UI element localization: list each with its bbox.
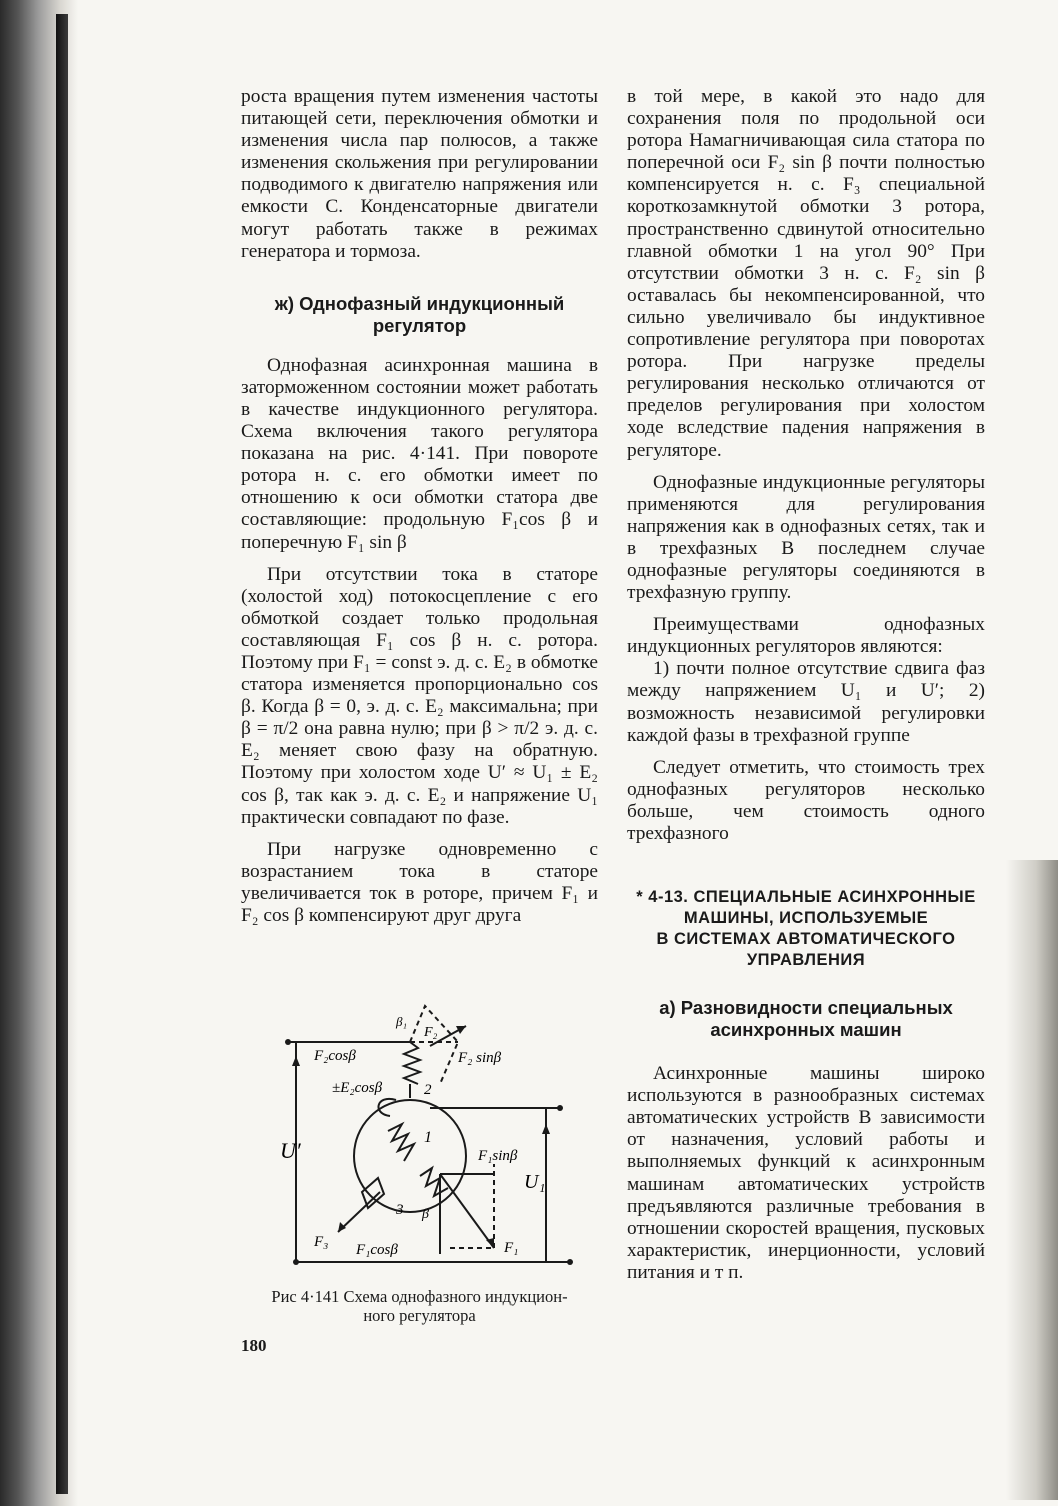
label-beta1: β₁ [396, 1014, 407, 1029]
paragraph: 1) почти полное отсутствие сдвига фаз между напряжением U₁ и U′; 2) возможность независимой регулировки каждой фазы в трехфазной группе [627, 658, 985, 746]
page-edge-shadow [1006, 860, 1058, 1500]
label-coil-1: 1 [424, 1129, 432, 1146]
label-f2sin: F₂ sinβ [458, 1050, 502, 1066]
label-u1: U₁ [524, 1171, 546, 1193]
figure-caption: Рис 4·141 Схема однофазного индукцион- ного регулятора [271, 1287, 568, 1325]
label-coil-2: 2 [424, 1082, 432, 1098]
section-heading: ж) Однофазный индукционный регулятор [274, 292, 565, 336]
page-number: 180 [241, 1336, 267, 1355]
paragraph: При нагрузке одновременно с возрастанием тока в статоре увеличивается ток в роторе, причем F₁ и F₂ cos β компенсируют друг друга [241, 838, 598, 926]
paragraph: Следует отметить, что стоимость трех однофазных регуляторов несколько больше, чем стоимость одного трехфазного [627, 756, 985, 844]
paragraph: Преимуществами однофазных индукционных регуляторов являются: [627, 614, 985, 658]
binding-edge [56, 14, 68, 1494]
label-e2cos: ±E₂cosβ [332, 1080, 383, 1096]
left-column [241, 86, 598, 927]
paragraph: роста вращения путем изменения частоты питающей сети, переключения обмотки и изменения числа пар полюсов, а также изменения скольжения при регулировании подводимого к двигателю напряжения или емкости C. Конденсаторные двигатели могут работать также в режимах генератора и тормоза. [241, 86, 598, 262]
paragraph: Однофазные индукционные регуляторы применяются для регулирования напряжения как в однофазных сетях, так и в трехфазных В последнем случае однофазные регуляторы соединяются в трехфазную группу. [627, 471, 985, 604]
label-beta: β [422, 1207, 429, 1222]
label-f2: F₂ [424, 1025, 438, 1040]
paragraph: Асинхронные машины широко используются в разнообразных системах автоматических устройств В зависимости от назначения, условий работы и выполняемых функций к асинхронным машинам автоматических устройств предъявляются различные требования в отношении скоростей вращения, пусковых характеристик, инерционности, условий питания и т п. [627, 1063, 985, 1283]
label-f1cos: F₁cosβ [356, 1242, 398, 1258]
label-f1sin: F₁sinβ [478, 1148, 518, 1164]
chapter-section-heading: * 4-13. СПЕЦИАЛЬНЫЕ АСИНХРОННЫЕ МАШИНЫ, ИСПОЛЬЗУЕМЫЕ В СИСТЕМАХ АВТОМАТИЧЕСКОГО УПРАВЛЕНИЯ [636, 888, 976, 970]
paragraph: в той мере, в какой это надо для сохранения поля по продольной оси ротора Намагничивающая сила статора по поперечной оси F₂ sin β почти полностью компенсируется н. с. F₃ специальной короткозамкнутой обмотки 3 ротора, пространственно сдвинутой относительно главной обмотки 1 на угол 90° При отсутствии обмотки 3 н. с. F₂ sin β оставалась бы некомпенсированной, что сильно увеличивало бы индуктивное сопротивление регулятора при поворотах ротора. При нагрузке пределы регулирования несколько отличаются от пределов регулирования при холостом ходе вследствие падения напряжения в регуляторе. [627, 86, 985, 461]
paragraph: Однофазная асинхронная машина в заторможенном состоянии может работать в качестве индукционного регулятора. Схема включения такого регулятора показана на рис. 4·141. При повороте ротора н. с. его обмотки имеет по отношению к оси обмотки статора две составляющие: продольную F₁cos β и поперечную F₁ sin β [241, 354, 598, 553]
label-f2cos: F₂cosβ [314, 1048, 356, 1064]
subsection-heading: а) Разновидности специальных асинхронных машин [659, 997, 953, 1041]
right-column [627, 86, 985, 1284]
label-u-prime: U′ [280, 1138, 301, 1163]
regulator-diagram [280, 996, 586, 1286]
label-coil-3: 3 [396, 1202, 404, 1218]
label-f3: F₃ [314, 1234, 329, 1250]
label-f1: F₁ [504, 1240, 519, 1256]
paragraph: При отсутствии тока в статоре (холостой ход) потокосцепление с его обмоткой создает только продольная составляющая F₁ cos β н. с. ротора. Поэтому при F₁ = const э. д. с. E₂ в обмотке статора изменяется пропорционально cos β. Когда β = 0, э. д. с. E₂ максимальна; при β = π/2 она равна нулю; при β > π/2 э. д. с. E₂ меняет свою фазу на обратную. Поэтому при холостом ходе U′ ≈ U₁ ± E₂ cos β, так как э. д. с. E₂ и напряжение U₁ практически совпадают по фазе. [241, 563, 598, 828]
